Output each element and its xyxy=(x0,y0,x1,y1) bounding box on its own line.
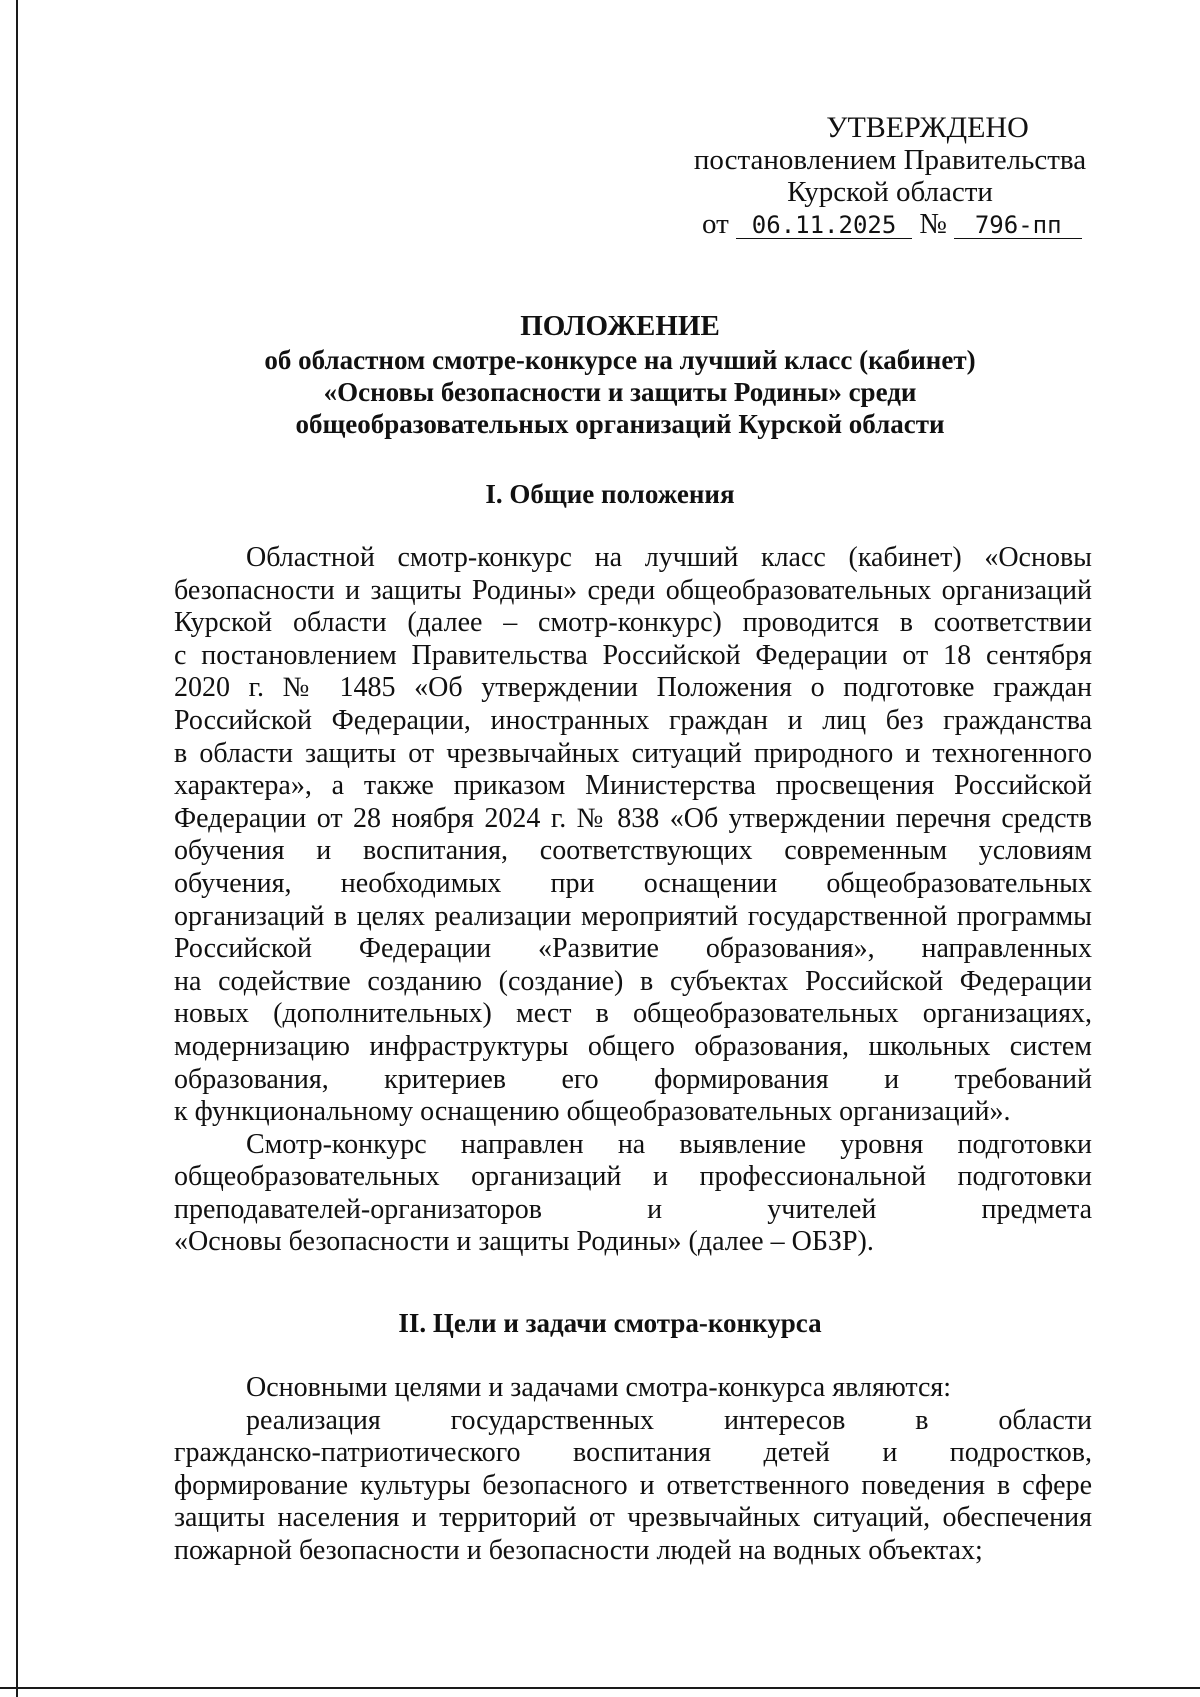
paragraph-line: Областной смотр-конкурс на лучший класс (кабинет) «Основы xyxy=(246,542,1092,573)
section-2-body xyxy=(174,1372,1092,1568)
paragraph-line: с постановлением Правительства Российской Федерации от 18 сентября xyxy=(174,639,1092,671)
paragraph-line: новых (дополнительных) мест в общеобразовательных организациях, xyxy=(174,998,1092,1030)
paragraph-line: образования, критериев его формирования и требований xyxy=(174,1063,1092,1095)
paragraph-line: в области защиты от чрезвычайных ситуаций природного и техногенного xyxy=(174,737,1092,769)
title-main: ПОЛОЖЕНИЕ xyxy=(520,310,720,342)
paragraph-line: реализация государственных интересов в области xyxy=(246,1404,1092,1436)
paragraph-line: безопасности и защиты Родины» среди общеобразовательных организаций xyxy=(174,574,1092,606)
paragraph-line: к функциональному оснащению общеобразовательных организаций». xyxy=(174,1096,1011,1128)
paragraph-line: 2020 г. № 1485 «Об утверждении Положения о подготовке граждан xyxy=(174,672,1092,704)
section-1-heading: I. Общие положения xyxy=(485,479,735,509)
from-label: от xyxy=(702,208,729,240)
paragraph-line: Основными целями и задачами смотра-конкурса являются: xyxy=(246,1372,952,1403)
section-2-heading: II. Цели и задачи смотра-конкурса xyxy=(398,1308,822,1338)
paragraph-line: Федерации от 28 ноября 2024 г. № 838 «Об утверждении перечня средств xyxy=(174,802,1092,834)
approval-line-1: постановлением Правительства xyxy=(693,144,1087,176)
paragraph-line: формирование культуры безопасного и ответственного поведения в сфере xyxy=(174,1469,1092,1501)
number-label: № xyxy=(919,208,947,240)
paragraph-line: пожарной безопасности и безопасности людей на водных объектах; xyxy=(174,1534,983,1566)
paragraph-line: защиты населения и территорий от чрезвычайных ситуаций, обеспечения xyxy=(174,1502,1092,1534)
paragraph-line: модернизацию инфраструктуры общего образования, школьных систем xyxy=(174,1030,1092,1062)
paragraph-line: гражданско-патриотического воспитания детей и подростков, xyxy=(174,1437,1092,1469)
approval-date-line xyxy=(690,208,1090,240)
paragraph-line: организаций в целях реализации мероприятий государственной программы xyxy=(174,900,1092,932)
paragraph-line: характера», а также приказом Министерства просвещения Российской xyxy=(174,770,1092,802)
approval-stamp-block xyxy=(690,112,1090,240)
paragraph-line: обучения, необходимых при оснащении общеобразовательных xyxy=(174,867,1092,899)
paragraph-line: обучения и воспитания, соответствующих современным условиям xyxy=(174,835,1092,867)
section-1-body xyxy=(174,542,1092,1259)
paragraph-line: Российской Федерации «Развитие образования», направленных xyxy=(174,933,1092,965)
paragraph-line: Российской Федерации, иностранных граждан и лиц без гражданства xyxy=(174,704,1092,736)
approved-label: УТВЕРЖДЕНО xyxy=(826,111,1029,144)
paragraph-line: преподавателей-организаторов и учителей предмета xyxy=(174,1193,1092,1225)
title-line-3: общеобразовательных организаций Курской области xyxy=(295,409,945,439)
approval-date: 06.11.2025 xyxy=(736,212,912,239)
paragraph-line: Смотр-конкурс направлен на выявление уровня подготовки xyxy=(246,1128,1092,1160)
title-line-2: «Основы безопасности и защиты Родины» среди xyxy=(323,377,917,407)
paragraph-line: на содействие созданию (создание) в субъектах Российской Федерации xyxy=(174,965,1092,997)
document-title xyxy=(190,310,1050,440)
paragraph-line: Курской области (далее – смотр-конкурс) проводится в соответствии xyxy=(174,607,1092,639)
approval-line-2: Курской области xyxy=(787,176,993,208)
title-line-1: об областном смотре-конкурсе на лучший класс (кабинет) xyxy=(264,345,976,375)
paragraph-line: общеобразовательных организаций и профессиональной подготовки xyxy=(174,1161,1092,1193)
scan-left-edge xyxy=(16,0,18,1697)
approval-number: 796-пп xyxy=(954,212,1082,239)
paragraph-line: «Основы безопасности и защиты Родины» (далее – ОБЗР). xyxy=(174,1226,874,1258)
scan-bottom-edge xyxy=(0,1687,1200,1689)
